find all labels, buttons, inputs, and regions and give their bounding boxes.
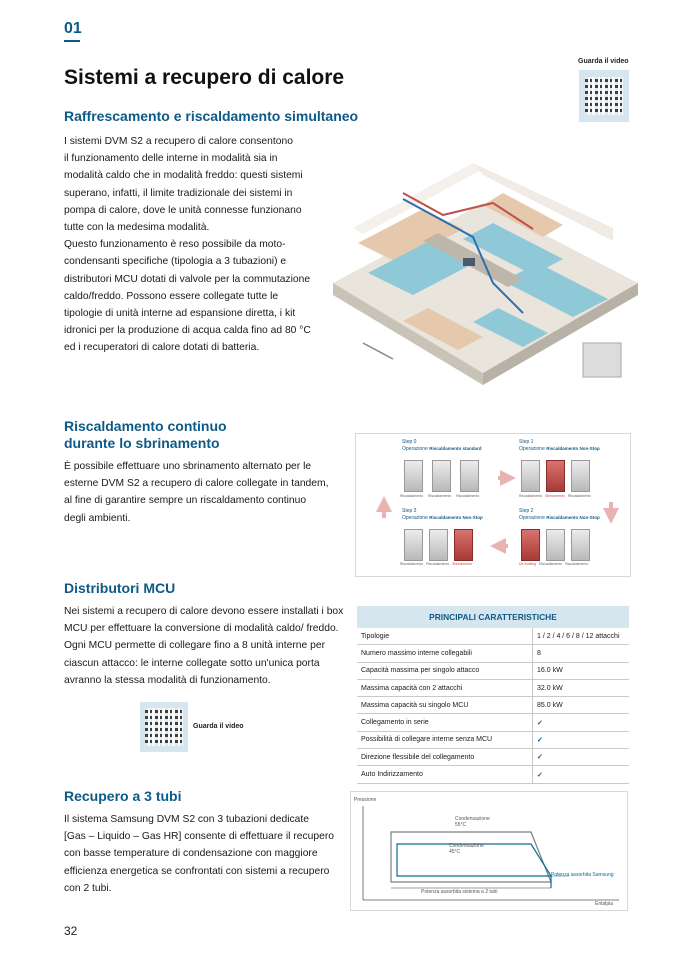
section1-line: idronici per la produzione di acqua calda fino ad 80 °C (64, 325, 311, 337)
unit-state-label: Riscaldamento (567, 494, 592, 498)
step0-op: Operazione (402, 446, 428, 452)
cycle-2-pipe (391, 832, 551, 882)
outdoor-unit (583, 343, 621, 377)
spec-label: Massima capacità su singolo MCU (357, 697, 533, 714)
step2-mode-name: Riscaldamento Non-Stop (546, 515, 600, 520)
table-row (357, 766, 629, 783)
step1-mode-name: Riscaldamento Non-Stop (546, 446, 600, 451)
section2-line: È possibile effettuare uno sbrinamento alternato per le (64, 461, 312, 472)
table-row (357, 731, 629, 748)
step2-title: Step 2 (519, 508, 534, 514)
check-icon: ✓ (533, 731, 630, 748)
unit-state-label: Riscaldamento (519, 494, 543, 498)
check-icon: ✓ (533, 749, 630, 766)
section3-body (64, 603, 349, 689)
section4-line: efficienza energetica se confrontati con sistemi a recupero (64, 865, 330, 877)
step1-title: Step 1 (519, 439, 534, 445)
specs-table (357, 606, 629, 784)
section3-line: Ogni MCU permette di collegare fino a 8 unità interne per (64, 640, 325, 652)
section4-heading: Recupero a 3 tubi (64, 788, 182, 804)
unit-state-label: De-frosting (519, 562, 537, 566)
table-row (357, 662, 629, 679)
house-illustration (323, 133, 641, 385)
unit-state-label: Sbrinamento (452, 562, 473, 566)
section1-line: distributori MCU dotati di valvole per la commutazione (64, 273, 311, 285)
qr-top-label: Guarda il video (578, 58, 629, 65)
table-row (357, 697, 629, 714)
x-axis-label: Entalpia (595, 901, 614, 907)
section1-line: modalità caldo che in modalità freddo: questi sistemi (64, 170, 303, 182)
cond1-text: Condensazione (455, 816, 490, 822)
step2-op: Operazione (519, 515, 545, 521)
section3-line: MCU per effettuare la conversione di modalità caldo/ freddo. (64, 623, 339, 635)
section2-heading-line: Riscaldamento continuo (64, 418, 227, 434)
specs-rows (357, 628, 629, 784)
mcu-box (463, 258, 475, 266)
qr-code-top[interactable] (579, 70, 629, 122)
section1-line: condensanti specifiche (tipologia a 3 tubazioni) e (64, 256, 287, 268)
cycle-arrows (356, 434, 630, 576)
section2-line: degli ambienti. (64, 512, 131, 524)
spec-label: Possibilità di collegare interne senza MCU (357, 731, 533, 748)
spec-label: Collegamento in serie (357, 714, 533, 731)
section3-line: avranno la stessa modalità di funzionamento. (64, 674, 271, 686)
section1-line: il funzionamento delle interne in modalità sia in (64, 153, 278, 165)
spec-label: Direzione flessibile del collegamento (357, 749, 533, 766)
unit-state-label: Riscaldamento (456, 494, 480, 498)
y-axis-label: Pressione (354, 797, 377, 803)
section1-body (64, 133, 324, 357)
page-number: 32 (64, 924, 78, 938)
balcony-rail (363, 343, 393, 359)
table-row (357, 645, 629, 662)
section1-line: caldo/freddo. Possono essere collegate tutte le (64, 290, 279, 302)
section1-line: superano, infatti, il limite tradizionale dei sistemi in (64, 187, 293, 199)
section4-line: Il sistema Samsung DVM S2 con 3 tubazioni dedicate (64, 814, 309, 825)
unit-state-label: Riscaldamento (428, 494, 452, 498)
unit-state-label: Riscaldamento (426, 562, 450, 566)
section1-line: tipologie di unità interne ad espansione diretta, i kit (64, 308, 296, 320)
step0-title: Step 0 (402, 439, 417, 445)
power-samsung-label: Potenza assorbita Samsung (551, 872, 614, 878)
section3-line: ciascun attacco: le interne collegate sotto un'unica porta (64, 657, 320, 669)
section1-line: I sistemi DVM S2 a recupero di calore consentono (64, 136, 293, 147)
spec-value: 1 / 2 / 4 / 6 / 8 / 12 attacchi (533, 628, 630, 645)
cond1-label (455, 816, 490, 828)
defrost-diagram (355, 433, 631, 577)
spec-value: 32.0 kW (533, 679, 630, 696)
section-number-underline (64, 40, 80, 42)
spec-value: 85.0 kW (533, 697, 630, 714)
section4-line: [Gas – Liquido – Gas HR] consente di effettuare il recupero (64, 831, 334, 843)
section1-line: tutte con la medesima modalità. (64, 222, 210, 234)
section-number: 01 (64, 20, 82, 37)
spec-value: 16.0 kW (533, 662, 630, 679)
cond1-temp: 55°C (455, 822, 467, 828)
step1-op: Operazione (519, 446, 545, 452)
unit-state-label: Riscaldamento (400, 494, 424, 498)
section4-body (64, 811, 349, 897)
section1-line: pompa di calore, dove le unità connesse funzionano (64, 204, 302, 216)
table-row (357, 628, 629, 645)
qr-mid-label: Guarda il video (193, 723, 244, 730)
unit-state-label: Riscaldamento (400, 562, 424, 566)
qr-icon (145, 708, 183, 746)
specs-header: PRINCIPALI CARATTERISTICHE (357, 606, 629, 628)
cond2-label (449, 843, 484, 855)
unit-state-label: Riscaldamento (539, 562, 563, 566)
ph-diagram (350, 791, 628, 911)
section4-line: con basse temperature di condensazione con maggiore (64, 848, 318, 860)
step3-op: Operazione (402, 515, 428, 521)
step3-title: Step 3 (402, 508, 417, 514)
cond2-temp: 45°C (449, 849, 461, 855)
unit-state-label: Sbrinamento (545, 494, 565, 498)
qr-code-mid[interactable] (140, 702, 188, 752)
cond2-text: Condensazione (449, 843, 484, 849)
spec-label: Tipologie (357, 628, 533, 645)
spec-label: Auto Indirizzamento (357, 766, 533, 783)
spec-label: Massima capacità con 2 attacchi (357, 679, 533, 696)
unit-state-label: Riscaldamento (565, 562, 589, 566)
page-title: Sistemi a recupero di calore (64, 66, 345, 89)
qr-icon (585, 77, 623, 115)
power-2pipe-label: Potenza assorbita sistema a 2 tubi (421, 889, 498, 895)
step3-mode-name: Riscaldamento Non-Stop (429, 515, 483, 520)
section2-heading-line: durante lo sbrinamento (64, 435, 220, 451)
spec-label: Capacità massima per singolo attacco (357, 662, 533, 679)
section3-heading: Distributori MCU (64, 580, 176, 596)
table-row (357, 679, 629, 696)
check-icon: ✓ (533, 766, 630, 783)
section2-heading (64, 418, 227, 452)
spec-value: 8 (533, 645, 630, 662)
table-row (357, 749, 629, 766)
section4-line: con 2 tubi. (64, 882, 112, 894)
table-row (357, 714, 629, 731)
check-icon: ✓ (533, 714, 630, 731)
section3-line: Nei sistemi a recupero di calore devono essere installati i box (64, 606, 344, 617)
section2-line: al fine di garantire sempre un riscaldamento continuo (64, 495, 307, 507)
spec-label: Numero massimo interne collegabili (357, 645, 533, 662)
section1-heading: Raffrescamento e riscaldamento simultaneo (64, 108, 359, 124)
section2-line: esterne DVM S2 a recupero di calore collegate in tandem, (64, 478, 329, 490)
section1-line: ed i recuperatori di calore dotati di batteria. (64, 342, 260, 354)
step0-mode-name: Riscaldamento standard (429, 446, 482, 451)
section1-line: Questo funzionamento è reso possibile da moto- (64, 239, 286, 251)
section2-body (64, 458, 344, 527)
